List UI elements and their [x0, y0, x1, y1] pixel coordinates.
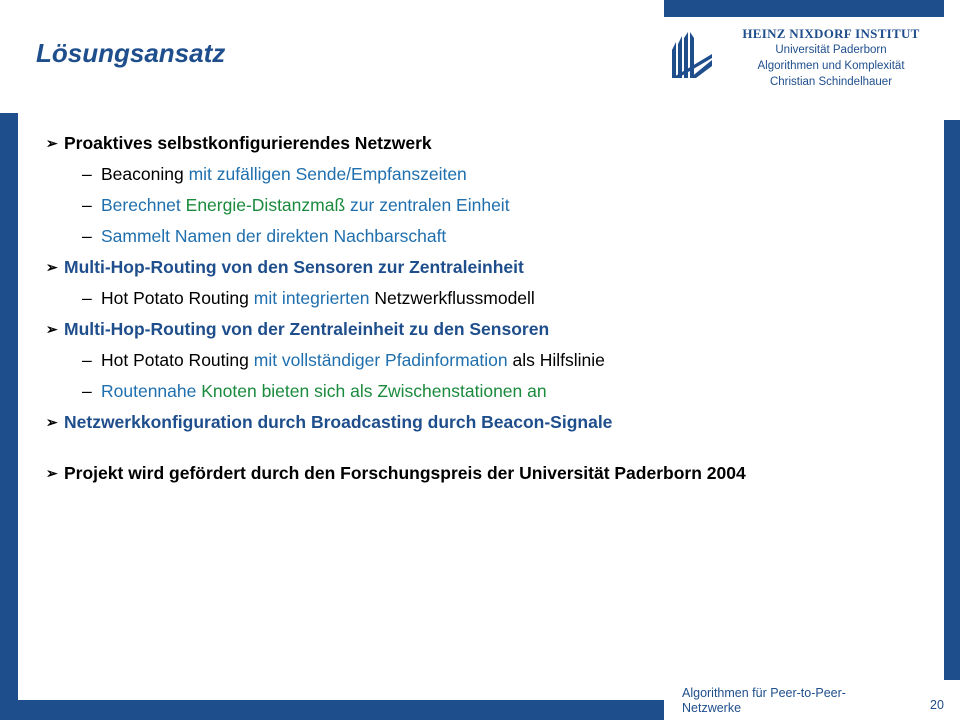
sub-bullet-text: Sammelt Namen der direkten Nachbarschaft: [101, 226, 447, 246]
bullet-text: Projekt wird gefördert durch den Forschungspreis der Universität Paderborn 2004: [64, 463, 746, 483]
sub-bullet-text: Knoten bieten sich als Zwischenstationen an: [196, 381, 547, 401]
bullet-item: [46, 458, 926, 489]
course-title: Algorithmen für Peer-to-Peer-Netzwerke: [682, 686, 846, 715]
bullet-item: [46, 407, 926, 438]
sub-bullet-text: Berechnet: [101, 195, 181, 215]
sub-bullet-text: mit zufälligen Sende/Empfanszeiten: [183, 164, 467, 184]
dash-bullet: –: [82, 288, 92, 308]
bullet-text: Multi-Hop-Routing von der Zentraleinheit zu den Sensoren: [64, 319, 550, 339]
sub-bullet-item: [46, 283, 926, 314]
sub-bullet-text: Netzwerkflussmodell: [369, 288, 535, 308]
author-name: Christian Schindelhauer: [769, 76, 893, 88]
arrow-bullet-icon: ➢: [46, 135, 58, 151]
department-name: Algorithmen und Komplexität: [757, 60, 905, 72]
dash-bullet: –: [82, 350, 92, 370]
spacer: [46, 438, 926, 458]
sub-bullet-text: mit integrierten: [248, 288, 370, 308]
university-logo-icon: [670, 30, 714, 80]
dash-bullet: –: [82, 195, 92, 215]
sub-bullet-item: [46, 221, 926, 252]
arrow-bullet-icon: ➢: [46, 259, 58, 275]
sub-bullet-text: Energie-Distanzmaß: [180, 195, 346, 215]
sub-bullet-text: mit vollständiger Pfadinformation: [248, 350, 508, 370]
bullet-text: Multi-Hop-Routing von den Sensoren zur Zentraleinheit: [64, 257, 524, 277]
sub-bullet-text: Hot Potato Routing: [101, 288, 249, 308]
right-bar: [944, 120, 960, 680]
bullet-item: [46, 314, 926, 345]
sub-bullet-text: Beaconing: [101, 164, 184, 184]
arrow-bullet-icon: ➢: [46, 465, 58, 481]
page-number: 20: [930, 698, 944, 712]
sub-bullet-text: Routennahe: [101, 381, 197, 401]
dash-bullet: –: [82, 381, 92, 401]
dash-bullet: –: [82, 226, 92, 246]
bullet-list: [46, 128, 926, 489]
arrow-bullet-icon: ➢: [46, 321, 58, 337]
sub-bullet-text: Hot Potato Routing: [101, 350, 249, 370]
page-title: Lösungsansatz: [36, 38, 226, 68]
sub-bullet-item: [46, 376, 926, 407]
bullet-text: Proaktives selbstkonfigurierendes Netzwerk: [64, 133, 432, 153]
sub-bullet-item: [46, 190, 926, 221]
sub-bullet-text: zur zentralen Einheit: [345, 195, 510, 215]
institute-block: [720, 26, 942, 90]
sub-bullet-item: [46, 159, 926, 190]
bullet-item: [46, 128, 926, 159]
sub-bullet-text: als Hilfslinie: [507, 350, 605, 370]
bullet-item: [46, 252, 926, 283]
institute-name: HEINZ NIXDORF INSTITUT: [742, 26, 920, 41]
sub-bullet-item: [46, 345, 926, 376]
university-name: Universität Paderborn: [775, 44, 887, 56]
arrow-bullet-icon: ➢: [46, 414, 58, 430]
dash-bullet: –: [82, 164, 92, 184]
bullet-text: Netzwerkkonfiguration durch Broadcasting durch Beacon-Signale: [64, 412, 613, 432]
